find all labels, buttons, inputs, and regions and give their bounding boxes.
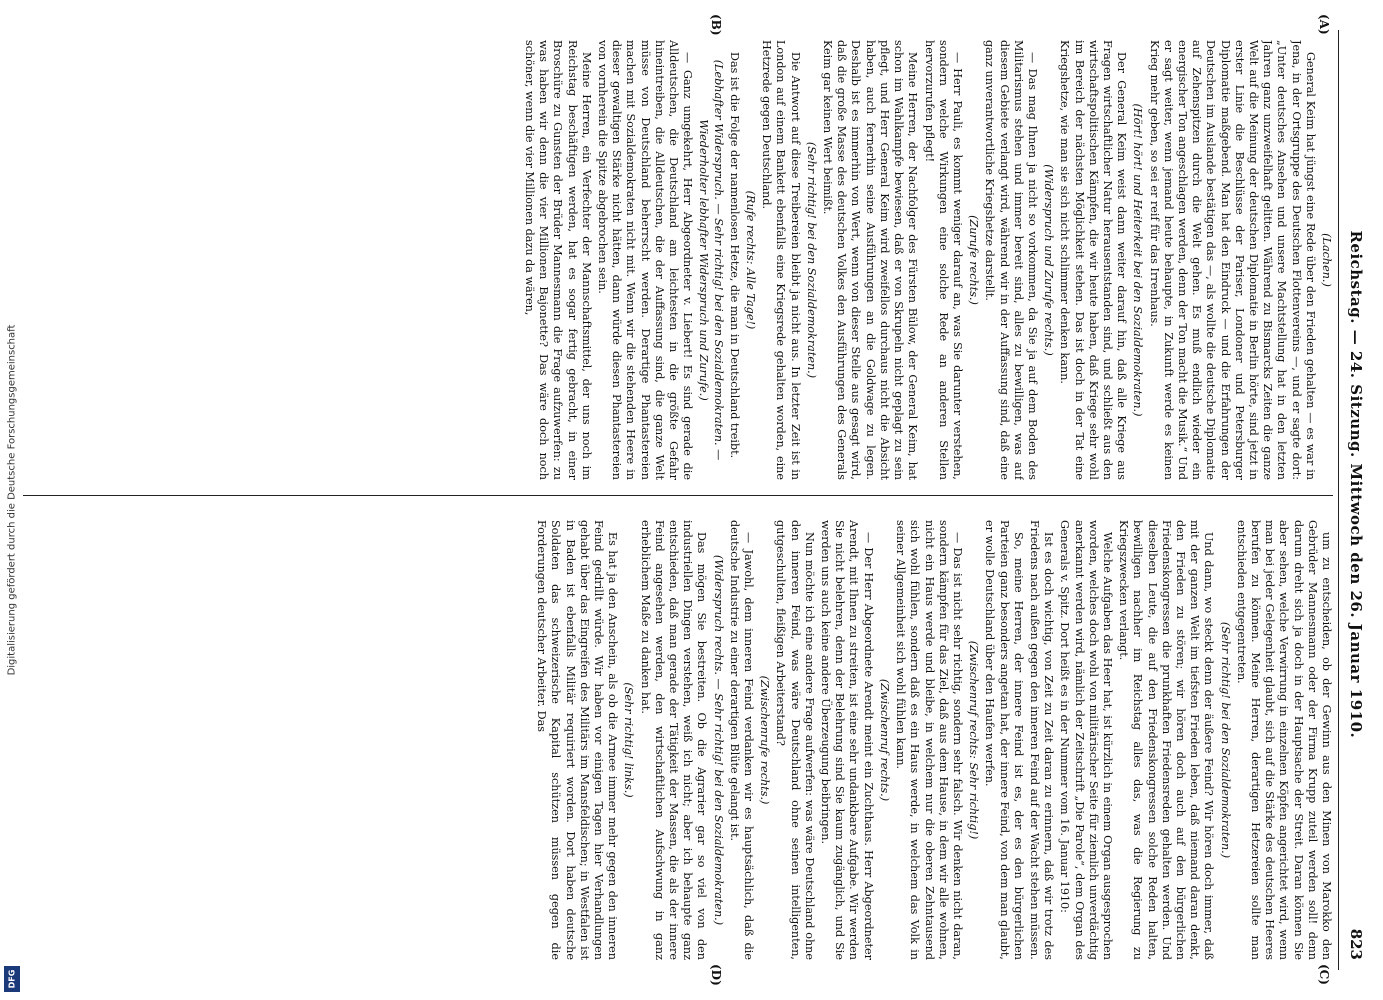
header-title: Reichstag. — 24. Sitzung. Mittwoch den 26. Januar 1910. [1347,230,1365,739]
paragraph: — Das mag Ihnen ja nicht so vorkommen, da Sie ja auf dem Boden des Militarismus stehen und immer bereit sind, alles zu bewilligen, was auf diesem Gebiete verlangt wird, während wir in der Auffassung sind, daß eine ganz unverantwortliche Kriegshetze darstellt. [983,40,1039,480]
paragraph: Meine Herren, der Nachfolger des Fürsten Bülow, der General Keim, hat schon im Wahlkampfe bewiesen, daß er von Skrupeln nicht geplagt zu sein pflegt, und Herr General Keim wird zweifellos durchaus nicht die Absicht haben, auch fernerhin seine Ausführungen an die Goldwage zu legen. Deshalb ist es immerhin von Wert, wenn von dieser Stelle aus gesagt wird, daß die große Masse des deutschen Volkes den Ausführungen des Generals Keim gar keinen Wert beimißt. [821,40,920,480]
page-number: 823 [1347,928,1365,960]
paragraph: (Widerspruch rechts. — Sehr richtig! bei den Sozialdemokraten.) [711,554,725,926]
paragraph: (Hört! hört! und Heiterkeit bei den Sozialdemokraten.) [1131,103,1145,417]
margin-marker-d: (D) [709,964,723,986]
paragraph: (Zwischenrufe rechts.) [758,675,772,805]
footer-credit: Digitalisierung gefördert durch die Deutsche Forschungsgemeinschaft [6,324,18,676]
digitization-footer [0,0,24,1000]
paragraph: So, meine Herren, der innere Feind ist es, der es den bürgerlichen Parteien ganz besonders angetan hat, der innere Feind, von dem man glaubt, er wolle Deutschland über den Haufen werfen. [983,520,1025,960]
paragraph: (Sehr richtig! bei den Sozialdemokraten.) [1218,621,1232,859]
paragraph: (Rufe rechts: Alle Tage!) [744,190,758,330]
paragraph: Es hat ja den Anschein, als ob die Armee immer mehr gegen den inneren Feind gedrillt würde. Wir haben vor einigen Tagen hier Verhandlungen gehabt über das Eingreifen des Militärs im Mansfeldischen; in Westfalen ist in Baden ist ebenfalls Militär requiriert worden. Dort haben deutsche Soldaten das schweizerische Kapital schützen müssen gegen die Forderungen deutscher Arbeiter. Das [535,520,620,960]
paragraph: (Sehr richtig! links.) [622,682,636,798]
paragraph: (Lebhafter Widerspruch. — Sehr richtig! bei den Sozialdemokraten. — Wiederholter lebhafter Widerspruch und Zurufe.) [697,59,725,461]
paragraph: Das mögen Sie bestreiten. Ob die Agrarier gar so viel von den industriellen Dingen verstehen, weiß ich nicht; aber ich behaupte ganz entschieden, daß man gerade der Tätigkeit der Massen, die als der innere Feind angesehen werden, den wirtschaftlichen Aufschwung in ganz erheblichem Maße zu danken hat. [638,520,709,960]
paragraph: um zu entscheiden, ob der Gewinn aus den Minen von Marokko den Gebrüder Mannesmann oder der Firma Krupp zuteil werden soll! denn darum dreht sich ja doch in der Hauptsache der Streit. Daran können Sie aber sehen, welche Verwirrung in einzelnen Köpfen angerichtet wird, wenn man bei jeder Gelegenheit glaubt, sich auf die Stärke des deutschen Heeres berufen zu können. Meine Herren, derartigen Hetzereien sollte man entschieden entgegentreten. [1234,520,1333,960]
paragraph: — Das ist nicht sehr richtig, sondern sehr falsch. Wir denken nicht daran, sondern kämpfen für das Ziel, daß aus dem Hause, in dem wir alle wohnen, nicht ein Haus werde und bleibe, in welchem nur die oberen Zehntausend sich wohl fühlen, sondern daß es ein Haus werde, in welchem das Volk in seiner Allgemeinheit sich wohl fühlen kann. [894,520,964,960]
right-column [13,520,1333,960]
paragraph: Ist es doch wichtig, von Zeit zu Zeit daran zu erinnern, daß wir trotz des Friedens nach außen gegen den inneren Feind auf der Wacht stehen müssen. [1027,520,1056,960]
paragraph: — Ganz umgekehrt, Herr Abgeordneter v. Liebert! Es sind gerade die Alldeutschen, die Deutschland am leichtesten in die größte Gefahr hineintreiben, die Alldeutschen, die der Auffassung sind, die ganze Welt müsse von Deutschland beherrscht werden. Derartige Phantastereien machen mit Sozialdemokraten nicht mit. Wenn wir die stehenden Heere in dieser gewaltigen Stärke nicht hätten, dann würde diesen Phantastereien von vornherein die Spitze abgebrochen sein. [596,40,695,480]
paragraph: — Jawohl, dem inneren Feind verdanken wir es hauptsächlich, daß die deutsche Industrie zu einer derartigen Blüte gelangt ist. [727,520,756,960]
paragraph: Und dann, wo steckt denn der äußere Feind? Wir hören doch immer, daß mit der ganzen Welt im tiefsten Frieden leben, daß niemand daran denkt, den Frieden zu stören; wir hören doch auch auf den bürgerlichen Friedenskongressen die prunkhaften Friedensreden gehalten werden. Und dieselben Leute, die auf den Friedenskongressen solche Reden halten, bewilligen nachher im Reichstag alles das, was die Regierung zu Kriegszwecken verlangt. [1117,520,1216,960]
paragraph: — Der Herr Abgeordnete Arendt meint ein Zuchthaus. Herr Abgeordneter Arendt, mit Ihnen zu streiten, ist eine sehr undankbare Aufgabe. Wir werden Sie nicht belehren, denn der Belehrung sind Sie kaum zugänglich, und Sie werden uns auch keine andere Überzeugung beibringen. [819,520,875,960]
paragraph: (Zwischenruf rechts.) [877,678,891,802]
paragraph: — Herr Pauli, es kommt weniger darauf an, was Sie darunter verstehen, sondern welche Wirkungen eine solche Rede an anderen Stellen hervorzurufen pflegt! [922,40,964,480]
paragraph: (Lachen.) [1320,233,1333,287]
paragraph: Der General Keim weist dann weiter darauf hin, daß alle Kriege aus Fragen wirtschaftlicher Natur herausentstanden sind, und schließt aus den wirtschaftspolitischen Kämpfen, die wir heute haben, daß Kriege sehr wohl im Bereich der nächsten Möglichkeit stehen. Das ist doch in der Tat eine Kriegshetze, wie man sie sich nicht schlimmer denken kann. [1058,40,1129,480]
margin-marker-a: (A) [1317,14,1331,35]
paragraph: Die Antwort auf diese Treibereien bleibt ja nicht aus. In letzter Zeit ist in London auf einem Bankett ebenfalls eine Kriegsrede gehalten worden, eine Hetzrede gegen Deutschland. [760,40,802,480]
paragraph: (Widerspruch und Zurufe rechts.) [1042,164,1056,356]
logo-text: DFG [7,969,17,989]
column-divider [23,495,1333,496]
margin-marker-c: (C) [1317,964,1331,985]
header-rule [1338,30,1339,970]
paragraph: Das ist die Folge der namenlosen Hetze, die man in Deutschland treibt. [727,52,741,459]
dfg-logo-icon [4,966,20,992]
paragraph: Nun möchte ich eine andere Frage aufwerfen: was wäre Deutschland ohne den inneren Feind, was wäre Deutschland ohne seinen intelligenten, gutgeschulten, fleißigen Arbeiterstand? [774,520,816,960]
paragraph: Meine Herren, ein Verfechter der Mannschaftsmittel, der uns noch im Reichstag beschäftigen werden, hat es sogar fertig gebracht, in einer Broschüre zu Gunsten der Brüder Mannesmann die Frage aufzuwerfen: zu was haben wir denn die vier Millionen Bajonette? Das wäre doch noch schöner, wenn die vier Millionen dazu da wären, [523,40,593,480]
margin-marker-b: (B) [709,14,723,36]
left-column [13,40,1333,480]
paragraph: (Zurufe rechts.) [967,215,981,305]
paragraph: (Zwischenruf rechts: Sehr richtig!) [967,640,981,840]
paragraph: (Sehr richtig! bei den Sozialdemokraten.) [804,141,818,379]
paragraph: Welche Aufgaben das Heer hat, ist kürzlich in einem Organ ausgesprochen worden, welches doch wohl von militärischer Seite für ziemlich unverdächtig anerkannt werden wird, nämlich der Zeitschrift „Die Parole“, dem Organ des Generals v. Spitz. Dort heißt es in der Nummer vom 16. Januar 1910: [1058,520,1114,960]
paragraph: General Keim hat jüngst eine Rede über den Frieden gehalten — es war in Jena, in der Ortsgruppe des Deutschen Flottenvereins —, und er sagte dort: „Unter deutsches Ansehen und unsere Machtstellung hat in den letzten Jahren ganz unzweifelhaft gelitten. Während zu Bismarcks Zeiten die ganze Welt auf die Meinung der deutschen Diplomatie in Berlin hörte, sind jetzt in erster Linie die Beschlüsse der Pariser, Londoner und Petersburger Diplomatie maßgebend. Man hat den Eindruck — und die Erfahrungen der Deutschen im Auslande bestätigen das —, als wollte die deutsche Diplomatie auf Zehenspitzen durch die Welt gehen. Es muß endlich wieder ein energischer Ton angeschlagen werden, denn der Ton macht die Musik.“ Und er sagt weiter, wenn jemand heute behaupte, in Zukunft werde es keinen Krieg mehr geben, so sei er reif für das Irrenhaus. [1147,40,1317,480]
page-header [1343,40,1369,960]
